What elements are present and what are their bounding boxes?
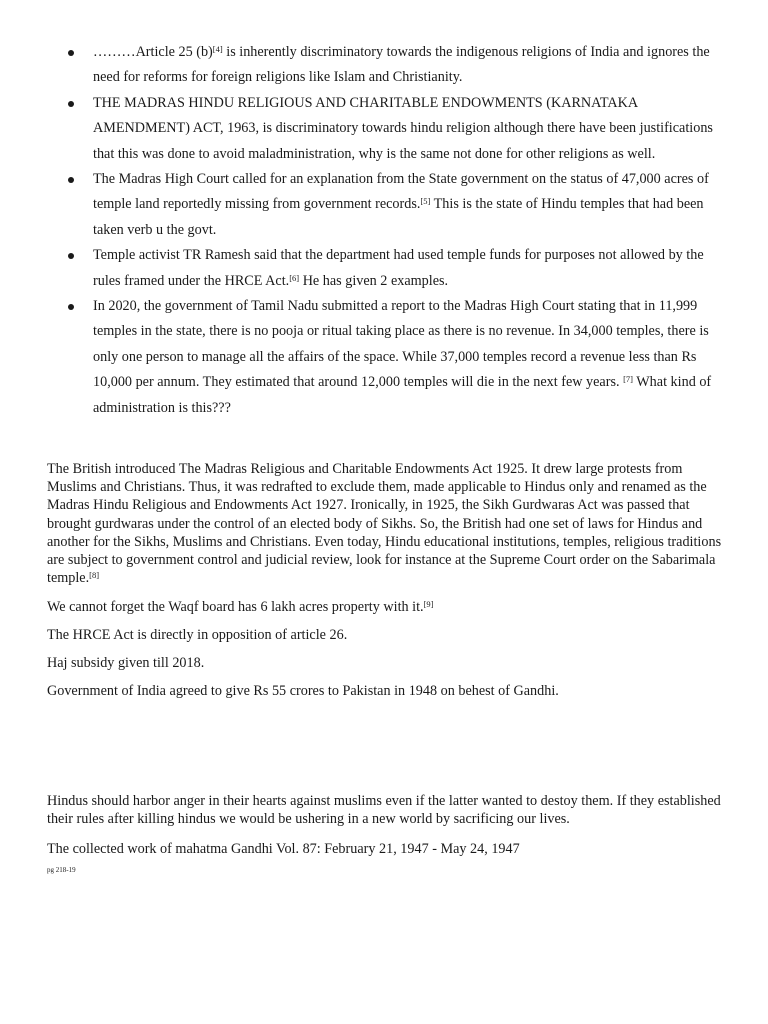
bullet-item-article-25 [0,40,768,91]
bullet-item-temple-land [0,167,768,243]
footnote-ref[interactable]: [4] [212,44,223,54]
footnote-ref[interactable]: [6] [289,272,300,283]
bullet-item-tamil-nadu-report [0,294,768,421]
bullet-text: He has given 2 examples. [299,272,449,289]
bullet-text: In 2020, the government of Tamil Nadu submitted a report to the Madras High Court stating that in 11,999 temples in the state, there is no pooja or ritual taking place as there is no revenue. In 34,000 temples, there is only one person to manage all the affairs of the space. While 37,000 temples record a revenue less than Rs 10,000 per annum. They estimated that around 12,000 temples will die in the next few years. [93,298,709,391]
footnote-ref[interactable]: [8] [89,570,100,581]
paragraph-text: The British introduced The Madras Religious and Charitable Endowments Act 1925. It drew large protests from Muslims and Christians. Thus, it was redrafted to exclude them, made applicable to Hindus only and renamed as the Madras Hindu Religious and Endowments Act 1927. Ironically, in 1925, the Sikh Gurdwaras Act was passed that brought gurdwaras under the control of an elected body of Sikhs. So, the British had one set of laws for Hindus and another for the Sikhs, Muslims and Christians. Even today, Hindu educational institutions, temples, religious traditions are subject to government control and judicial review, look for instance at the Supreme Court order on the Sabarimala temple. [47,461,722,587]
bullet-dot [68,177,74,183]
bullet-dot [68,101,74,107]
bullet-text: This is the state of Hindu temples that had been taken verb u the govt. [93,196,704,238]
page-reference: pg 218-19 [47,866,76,874]
waqf-paragraph [47,598,727,616]
footnote-ref[interactable]: [7] [623,374,633,385]
haj-subsidy-paragraph: Haj subsidy given till 2018. [47,655,205,671]
citation-paragraph: The collected work of mahatma Gandhi Vol. 87: February 21, 1947 - May 24, 1947 [47,841,520,857]
footnote-ref[interactable]: [9] [423,599,434,609]
bullet-text: Temple activist TR Ramesh said that the department had used temple funds for purposes not allowed by the rules framed under the HRCE Act. [93,247,704,289]
bullet-item-temple-funds [0,243,768,294]
paragraph-text: We cannot forget the Waqf board has 6 lakh acres property with it. [47,599,424,615]
footnote-ref[interactable]: [5] [420,196,431,207]
bullet-text: The Madras High Court called for an explanation from the State government on the status of 47,000 acres of temple land reportedly missing from government records. [93,171,709,213]
hrce-paragraph: The HRCE Act is directly in opposition of article 26. [47,627,348,643]
bullet-text: ………Article 25 (b) [93,44,213,60]
bullet-dot [68,304,74,310]
bullet-list [0,40,768,421]
bullet-item-karnataka-act [0,91,768,167]
bullet-dot [68,253,74,259]
bullet-text: What kind of administration is this??? [93,374,712,416]
bullet-text: THE MADRAS HINDU RELIGIOUS AND CHARITABLE ENDOWMENTS (KARNATAKA AMENDMENT) ACT, 1963, is discriminatory towards hindu religion although there have been justifications that this was done to avoid maladministration, why is the same not done for other religions as well. [93,94,713,162]
british-endowments-paragraph [47,460,727,587]
pakistan-paragraph: Government of India agreed to give Rs 55 crores to Pakistan in 1948 on behest of Gandhi. [47,683,559,699]
bullet-dot [68,50,74,56]
gandhi-quote-paragraph: Hindus should harbor anger in their hearts against muslims even if the latter wanted to destoy them. If they established their rules after killing hindus we would be ushering in a new world by sacrificing our lives. [47,793,721,828]
bullet-text: is inherently discriminatory towards the indigenous religions of India and ignores the need for reforms for foreign religions like Islam and Christianity. [93,44,710,86]
